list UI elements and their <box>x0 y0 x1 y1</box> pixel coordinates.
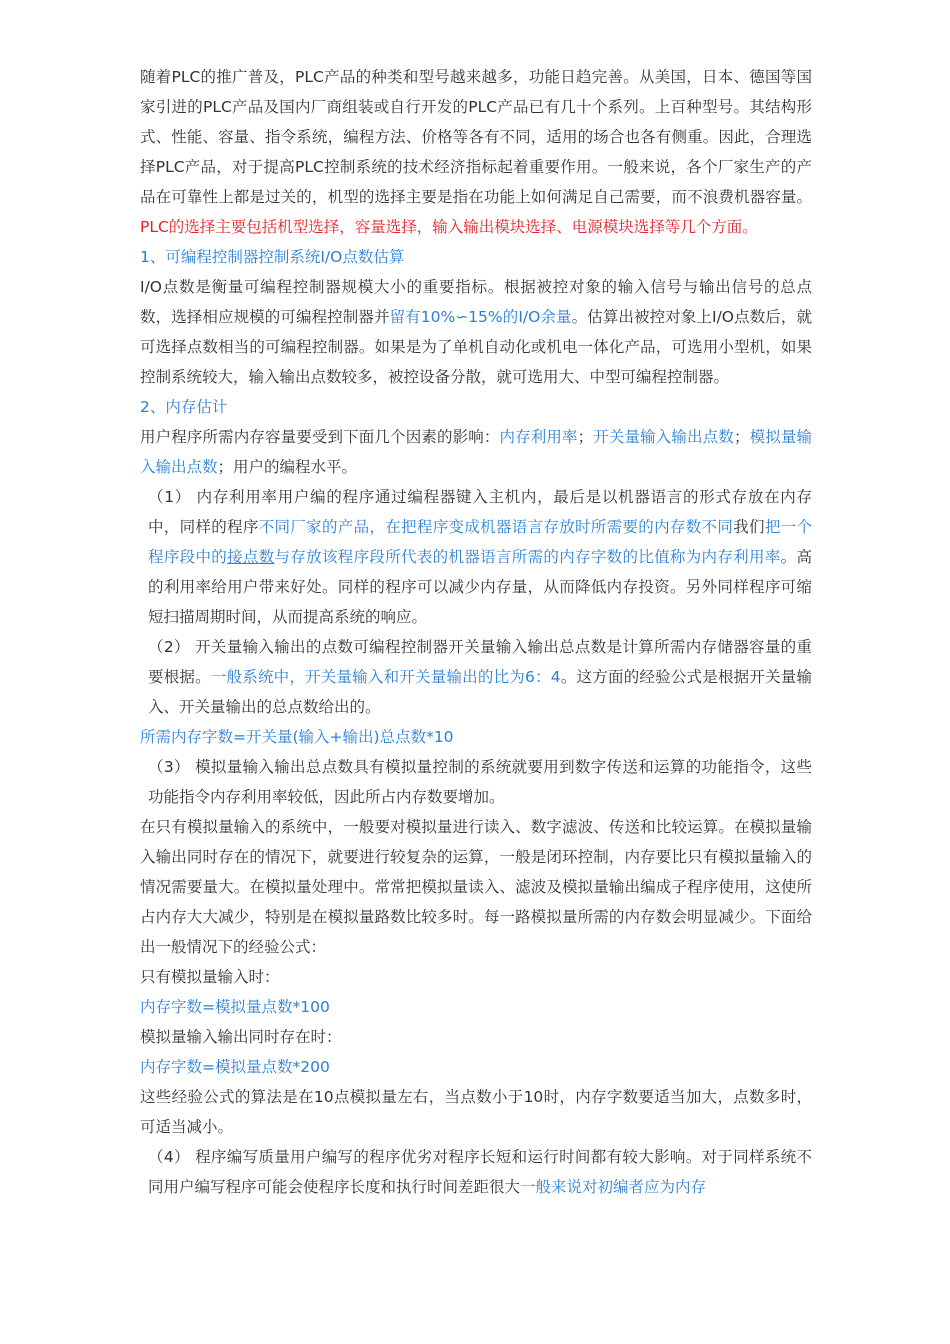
intro-highlight: PLC的选择主要包括机型选择，容量选择，输入输出模块选择、电源模块选择等几个方面。 <box>140 218 758 236</box>
formula-note-paragraph: 这些经验公式的算法是在10点模拟量左右，当点数小于10时，内存字数要适当加大，点数多时，可适当减小。 <box>140 1088 812 1136</box>
document-page <box>140 62 812 1202</box>
mem-highlight-f: 模拟量输入输出点数 <box>140 428 812 476</box>
item1-text-a: （1） 内存利用率用户编的程序通过编程器键入主机内，最后是以机器语言的形式存放在内存中，同样的程序 <box>148 488 812 536</box>
item1-text-g: 。高的利用率给用户带来好处。同样的程序可以减少内存量，从而降低内存投资。另外同样程序可缩短扫描周期时间，从而提高系统的响应。 <box>148 548 812 626</box>
item1-highlight-d: 把一个程序段中的 <box>148 518 812 566</box>
mem-highlight-b: 内存利用率 <box>499 428 578 446</box>
mem-sep-e: ； <box>733 428 750 446</box>
formula-analog-io: 内存字数=模拟量点数*200 <box>140 1058 330 1076</box>
analog-paragraph: 在只有模拟量输入的系统中，一般要对模拟量进行读入、数字滤波、传送和比较运算。在模拟量输入输出同时存在的情况下，就要进行较复杂的运算，一般是闭环控制，内存要比只有模拟量输入的情况需要量大。在模拟量处理中。常常把模拟量读入、滤波及模拟量输出编成子程序使用，这使所占内存大大减少，特别是在模拟量路数比较多时。每一路模拟量所需的内存数会明显减少。下面给出一般情况下的经验公式： <box>140 818 812 956</box>
formula-analog-input: 内存字数=模拟量点数*100 <box>140 998 330 1016</box>
label-analog-input: 只有模拟量输入时： <box>140 968 280 986</box>
io-highlight: 留有10%∽15%的I/O余量 <box>389 308 572 326</box>
item4-highlight: 一般来说对初编者应为内存 <box>520 1178 707 1196</box>
label-analog-io: 模拟量输入输出同时存在时： <box>140 1028 342 1046</box>
item2-text-a: （2） 开关量输入输出的点数可编程控制器开关量输入输出总点数是计算所需内存储器容量的重要根据。 <box>148 638 812 686</box>
mem-highlight-d: 开关量输入输出点数 <box>593 428 734 446</box>
item1-highlight-f: 与存放该程序段所代表的机器语言所需的内存字数的比值称为内存利用率 <box>274 548 781 566</box>
intro-text: 随着PLC的推广普及，PLC产品的种类和型号越来越多，功能日趋完善。从美国，日本、德国等国家引进的PLC产品及国内厂商组装或自行开发的PLC产品已有几十个系列。上百种型号。其结构形式、性能、容量、指令系统，编程方法、价格等各有不同，适用的场合也各有侧重。因此，合理选择PLC产品，对于提高PLC控制系统的技术经济指标起着重要作用。一般来说，各个厂家生产的产品在可靠性上都是过关的，机型的选择主要是指在功能上如何满足自己需要，而不浪费机器容量。 <box>140 68 812 206</box>
item4-text-a: （4） 程序编写质量用户编写的程序优劣对程序长短和运行时间都有较大影响。对于同样系统不同用户编写程序可能会使程序长度和执行时间差距很大 <box>148 1148 812 1196</box>
section-heading-io: 1、可编程控制器控制系统I/O点数估算 <box>140 248 405 266</box>
item-1-paragraph <box>140 482 812 632</box>
io-text-c: 。估算出被控对象上I/O点数后，就可选择点数相当的可编程控制器。如果是为了单机自动化或机电一体化产品，可选用小型机，如果控制系统较大，输入输出点数较多，被控设备分散，就可选用大、中型可编程控制器。 <box>140 308 812 386</box>
item-4-paragraph <box>140 1142 812 1202</box>
item1-highlight-b: 不同厂家的产品，在把程序变成机器语言存放时所需要的内存数不同 <box>258 518 734 536</box>
mem-text-a: 用户程序所需内存容量要受到下面几个因素的影响： <box>140 428 500 446</box>
item-3-paragraph: （3） 模拟量输入输出总点数具有模拟量控制的系统就要用到数字传送和运算的功能指令，这些功能指令内存利用率较低，因此所占内存数要增加。 <box>148 758 812 806</box>
item1-text-c: 我们 <box>733 518 765 536</box>
formula-switch: 所需内存字数=开关量(输入+输出)总点数*10 <box>140 728 454 746</box>
item1-underlined: 接点数 <box>227 548 275 566</box>
item-2-paragraph <box>140 632 812 722</box>
intro-paragraph <box>140 62 812 242</box>
item2-text-c: 。这方面的经验公式是根据开关量输入、开关量输出的总点数给出的。 <box>148 668 812 716</box>
item2-highlight: 一般系统中，开关量输入和开关量输出的比为6：4 <box>210 668 561 686</box>
io-paragraph <box>140 272 812 392</box>
io-text-a: I/O点数是衡量可编程控制器规模大小的重要指标。根据被控对象的输入信号与输出信号的总点数，选择相应规模的可编程控制器并 <box>140 278 812 326</box>
memory-paragraph <box>140 422 812 482</box>
mem-sep-c: ； <box>577 428 594 446</box>
section-heading-memory: 2、内存估计 <box>140 398 228 416</box>
mem-text-g: ；用户的编程水平。 <box>217 458 358 476</box>
